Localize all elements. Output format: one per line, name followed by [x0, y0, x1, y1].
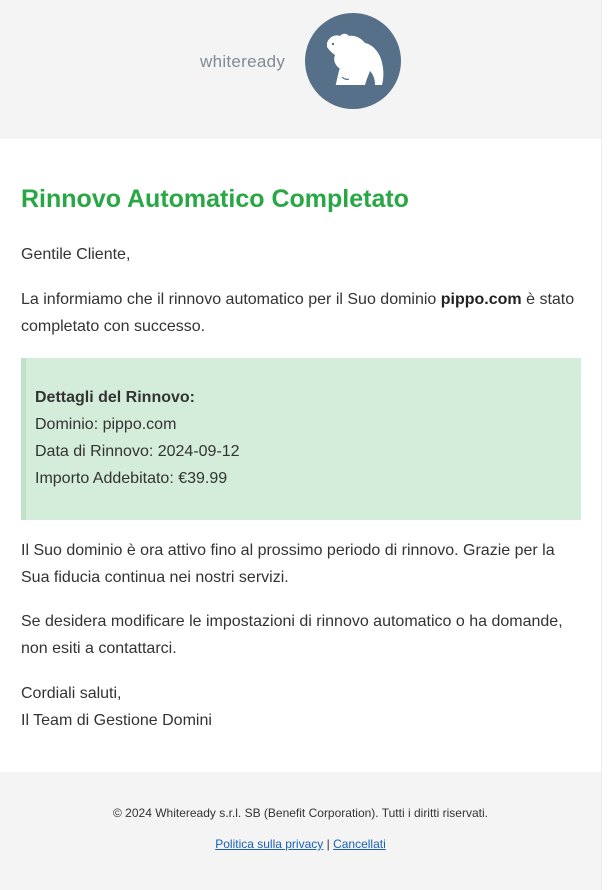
closing: Cordiali saluti,: [21, 685, 122, 702]
details-heading: Dettagli del Rinnovo:: [35, 389, 195, 406]
signature: Il Team di Gestione Domini: [21, 712, 212, 729]
intro-paragraph: [21, 286, 581, 340]
active-paragraph: Il Suo dominio è ora attivo fino al prossimo periodo di rinnovo. Grazie per la Sua fiducia continua nei nostri servizi.: [21, 542, 555, 586]
footer-links: [0, 837, 601, 851]
copyright-text: © 2024 Whiteready s.r.l. SB (Benefit Corporation). Tutti i diritti riservati.: [113, 806, 488, 820]
email-header: [0, 0, 601, 139]
contact-paragraph: Se desidera modificare le impostazioni di rinnovo automatico o ha domande, non esiti a contattarci.: [21, 613, 563, 657]
email-footer: [0, 772, 601, 890]
email-content: [0, 139, 601, 772]
details-domain: Dominio: pippo.com: [35, 416, 177, 433]
intro-text: La informiamo che il rinnovo automatico per il Suo dominio: [21, 291, 441, 308]
details-amount: Importo Addebitato: €39.99: [35, 470, 228, 487]
renewal-details-box: [21, 358, 581, 520]
link-separator: |: [326, 837, 330, 851]
closing-block: [21, 680, 581, 734]
intro-text-end: è stato completato con successo.: [21, 291, 575, 335]
greeting: Gentile Cliente,: [21, 246, 131, 263]
polar-bear-logo-icon: [305, 13, 401, 109]
brand-name: whiteready: [200, 52, 286, 71]
domain-name: pippo.com: [440, 291, 522, 308]
details-date: Data di Rinnovo: 2024-09-12: [35, 443, 240, 460]
page-title: Rinnovo Automatico Completato: [21, 185, 409, 213]
privacy-policy-link[interactable]: Politica sulla privacy: [215, 837, 324, 851]
unsubscribe-link[interactable]: Cancellati: [333, 837, 386, 851]
